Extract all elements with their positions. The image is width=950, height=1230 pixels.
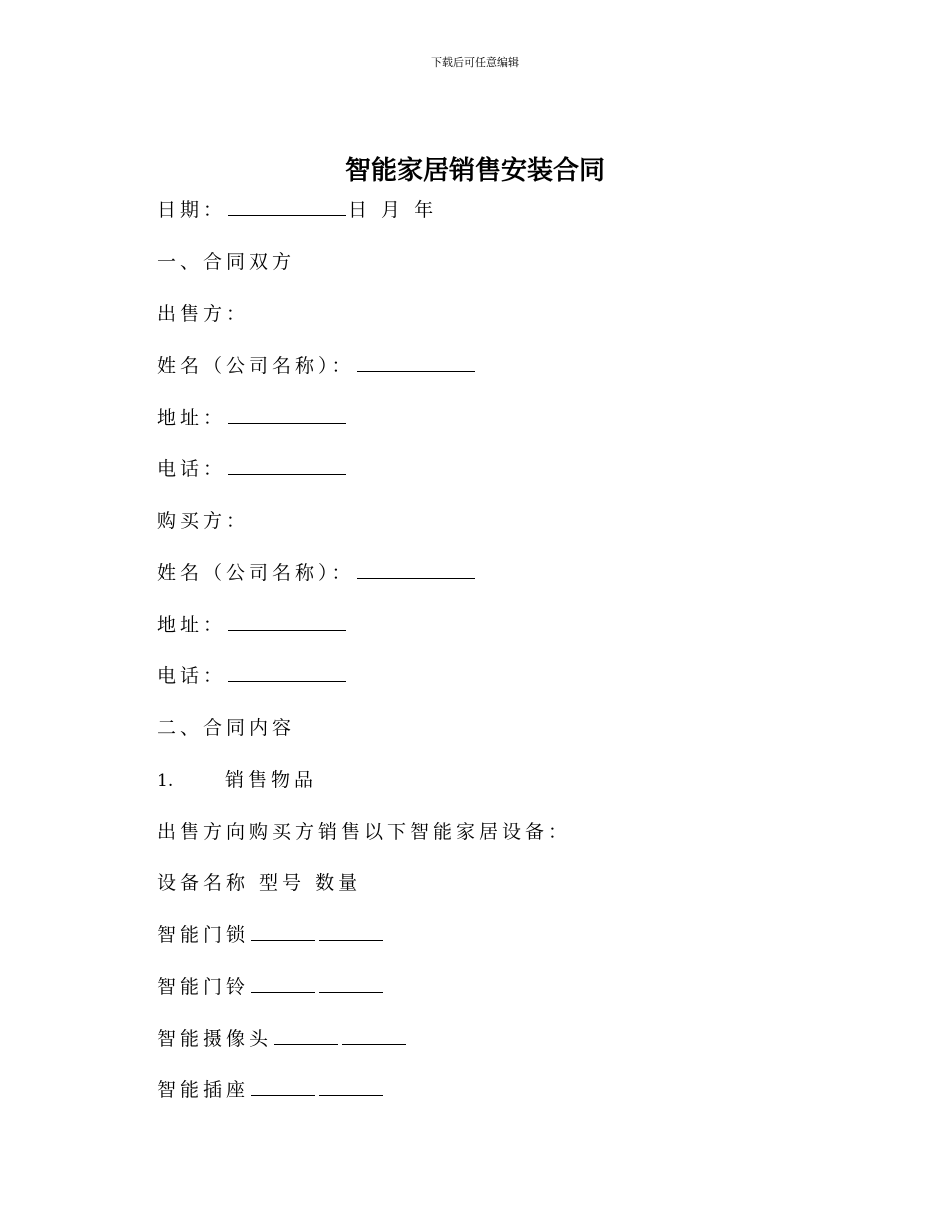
- item1-description: 出售方向购买方销售以下智能家居设备：: [157, 821, 572, 843]
- seller-phone-blank[interactable]: [228, 456, 346, 475]
- device-table-header: 设备名称 型号 数量: [157, 872, 362, 894]
- buyer-phone-line: [157, 663, 348, 689]
- seller-name-blank[interactable]: [357, 353, 475, 372]
- device-model-blank[interactable]: [251, 922, 315, 941]
- seller-address-line: [157, 405, 348, 431]
- device-quantity-blank[interactable]: [342, 1026, 406, 1045]
- device-row: [157, 974, 385, 1000]
- seller-name-label: 姓名（公司名称）：: [157, 355, 355, 377]
- buyer-address-label: 地址：: [157, 614, 227, 636]
- date-label: 日期：: [157, 199, 227, 221]
- device-model-blank[interactable]: [251, 974, 315, 993]
- device-quantity-blank[interactable]: [319, 974, 383, 993]
- item1-number: 1.: [157, 771, 174, 791]
- device-row: [157, 1026, 408, 1052]
- section-heading-content: 二、合同内容: [157, 717, 296, 739]
- seller-phone-line: [157, 456, 348, 482]
- seller-phone-label: 电话：: [157, 458, 227, 480]
- seller-address-label: 地址：: [157, 407, 227, 429]
- device-name: 智能摄像头: [157, 1028, 273, 1050]
- device-name: 智能插座: [157, 1079, 250, 1101]
- device-row: [157, 1077, 385, 1103]
- item1-heading: [157, 767, 317, 794]
- buyer-address-line: [157, 612, 348, 638]
- date-suffix: 日 月 年: [348, 199, 438, 221]
- buyer-phone-blank[interactable]: [228, 663, 346, 682]
- device-row: [157, 922, 385, 948]
- item1-title: 销售物品: [225, 769, 318, 791]
- buyer-phone-label: 电话：: [157, 665, 227, 687]
- buyer-name-line: [157, 560, 477, 586]
- buyer-address-blank[interactable]: [228, 612, 346, 631]
- buyer-label: 购买方：: [157, 510, 250, 532]
- header-note: 下载后可任意编辑: [431, 56, 519, 69]
- device-name: 智能门铃: [157, 976, 250, 998]
- device-model-blank[interactable]: [251, 1077, 315, 1096]
- document-title: 智能家居销售安装合同: [344, 156, 605, 186]
- device-model-blank[interactable]: [274, 1026, 338, 1045]
- seller-name-line: [157, 353, 477, 379]
- date-blank[interactable]: [228, 197, 346, 216]
- buyer-name-label: 姓名（公司名称）：: [157, 562, 355, 584]
- date-line: [157, 197, 437, 223]
- device-quantity-blank[interactable]: [319, 1077, 383, 1096]
- buyer-name-blank[interactable]: [357, 560, 475, 579]
- device-name: 智能门锁: [157, 924, 250, 946]
- section-heading-parties: 一、合同双方: [157, 251, 296, 273]
- seller-label: 出售方：: [157, 303, 250, 325]
- device-quantity-blank[interactable]: [319, 922, 383, 941]
- seller-address-blank[interactable]: [228, 405, 346, 424]
